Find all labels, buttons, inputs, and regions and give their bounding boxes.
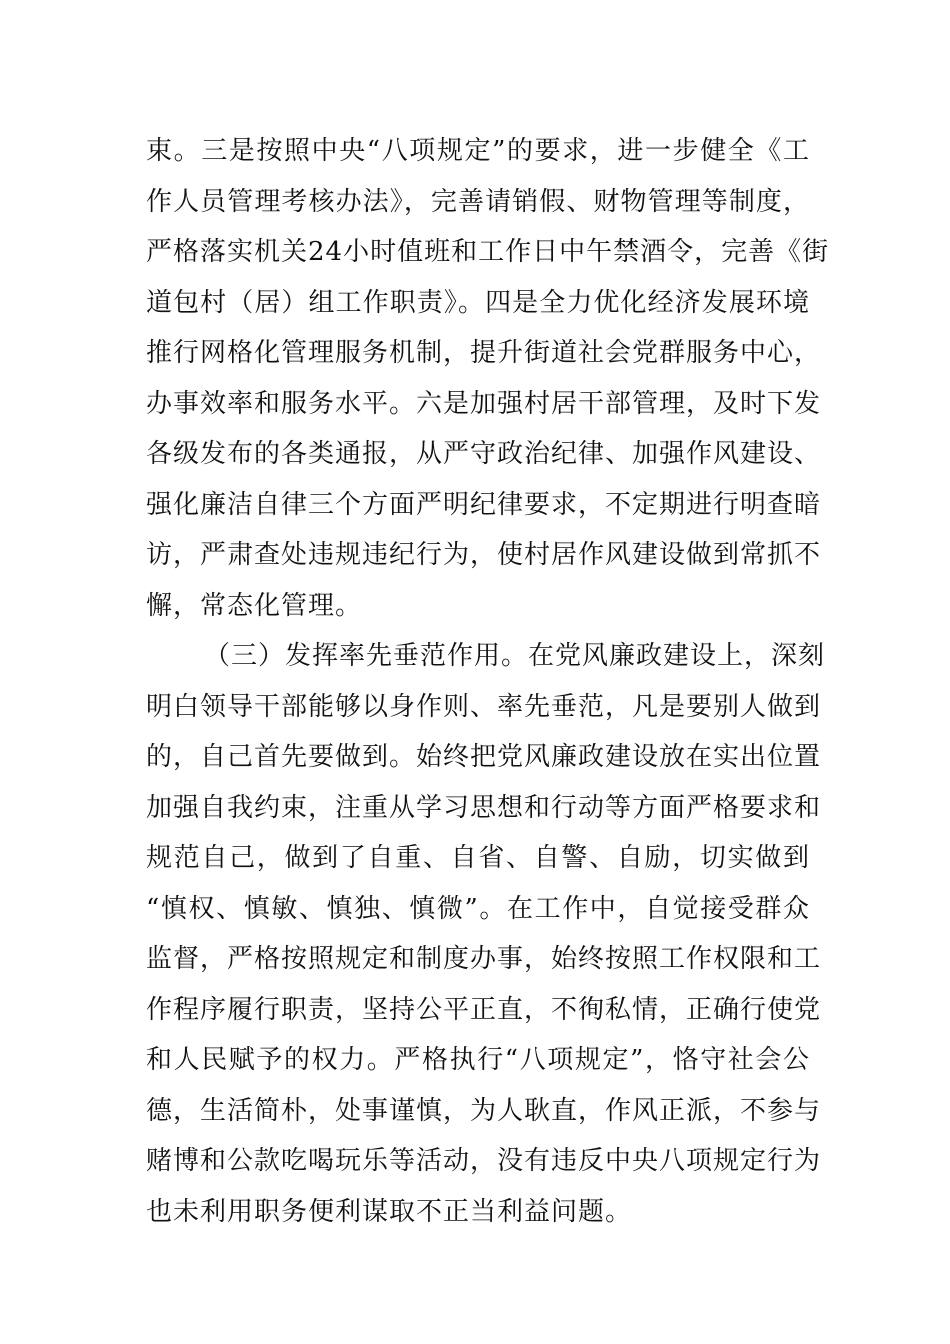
text-line: 各级发布的各类通报，从严守政治纪律、加强作风建设、 — [146, 439, 822, 469]
text-line: 推行网格化管理服务机制，提升街道社会党群服务中心， — [146, 338, 822, 368]
text-line: 和人民赋予的权力。严格执行“八项规定”，恪守社会公 — [146, 1045, 810, 1075]
text-line: 的，自己首先要做到。始终把党风廉政建设放在实出位置 — [146, 742, 822, 772]
text-line: （三）发挥率先垂范作用。在党风廉政建设上，深刻 — [204, 641, 826, 671]
body-text — [146, 126, 830, 1237]
text-line: 办事效率和服务水平。六是加强村居干部管理，及时下发 — [146, 388, 822, 419]
text-line: 也未利用职务便利谋取不正当利益问题。 — [146, 1196, 633, 1227]
text-line: 赌博和公款吃喝玩乐等活动，没有违反中央八项规定行为 — [146, 1146, 822, 1176]
text-line: 严格落实机关24小时值班和工作日中午禁酒令，完善《街 — [146, 237, 830, 267]
paragraph-1 — [146, 126, 830, 631]
text-line: “慎权、慎敏、慎独、慎微”。在工作中，自觉接受群众 — [146, 893, 810, 924]
text-line: 明白领导干部能够以身作则、率先垂范，凡是要别人做到 — [146, 691, 822, 722]
text-line: 监督，严格按照规定和制度办事，始终按照工作权限和工 — [146, 944, 822, 974]
text-line: 懈，常态化管理。 — [146, 590, 363, 621]
text-line: 加强自我约束，注重从学习思想和行动等方面严格要求和 — [146, 792, 822, 823]
text-line: 德，生活简朴，处事谨慎，为人耿直，作风正派，不参与 — [146, 1095, 822, 1126]
text-line: 访，严肃查处违规违纪行为，使村居作风建设做到常抓不 — [146, 540, 822, 570]
paragraph-2 — [146, 631, 826, 1237]
text-line: 强化廉洁自律三个方面严明纪律要求，不定期进行明查暗 — [146, 489, 822, 520]
text-line: 作程序履行职责，坚持公平正直，不徇私情，正确行使党 — [146, 994, 822, 1025]
text-line: 束。三是按照中央“八项规定”的要求，进一步健全《工 — [146, 136, 810, 166]
text-line: 道包村（居）组工作职责》。四是全力优化经济发展环境 — [146, 287, 810, 318]
text-line: 规范自己，做到了自重、自省、自警、自励，切实做到 — [146, 843, 810, 873]
text-line: 作人员管理考核办法》，完善请销假、财物管理等制度， — [146, 186, 810, 217]
